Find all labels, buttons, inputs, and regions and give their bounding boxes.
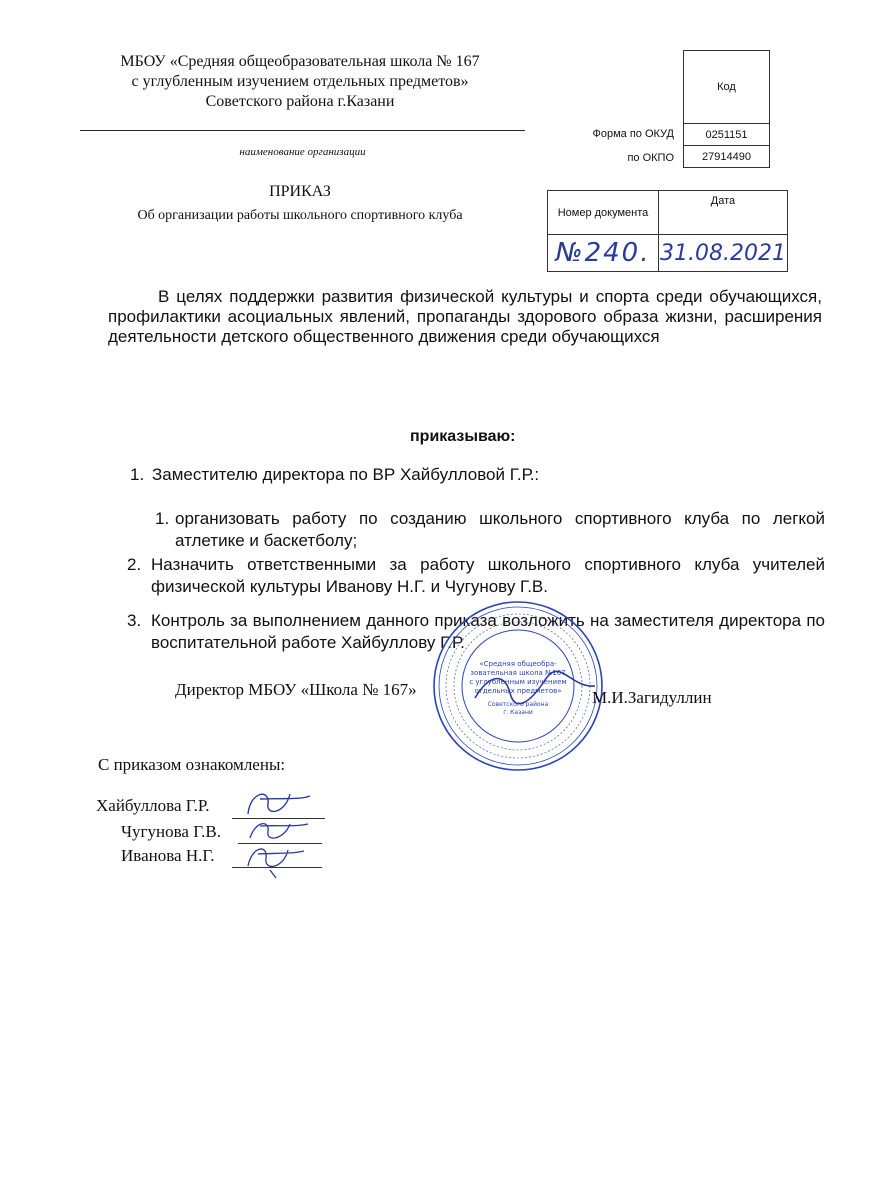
stamp-line: с углубленным изучением (469, 678, 567, 686)
doc-number-value: №240. (555, 238, 651, 268)
doc-date-cell (659, 235, 788, 272)
signature-hand (240, 838, 310, 880)
order-word: приказываю: (410, 428, 516, 445)
director-signature (470, 668, 600, 708)
stamp-line: зовательная школа №167 (470, 669, 566, 677)
organization-name (80, 52, 520, 112)
okpo-value: 27914490 (684, 146, 770, 168)
ack-name: Иванова Н.Г. (121, 846, 215, 865)
intro-paragraph (108, 287, 822, 347)
org-line-3: Советского района г.Казани (205, 93, 395, 110)
doc-number-table (547, 190, 788, 272)
okud-value: 0251151 (684, 124, 770, 146)
okud-label: Форма по ОКУД (592, 128, 674, 140)
doc-date-header: Дата (659, 191, 788, 235)
doc-date-value: 31.08.2021 (660, 240, 786, 266)
item-number: 1. (130, 465, 145, 484)
org-line-1: МБОУ «Средняя общеобразовательная школа № 167 (120, 53, 480, 70)
list-item (127, 554, 825, 598)
doc-number-cell (548, 235, 659, 272)
item-text: Заместителю директора по ВР Хайбулловой Г.Р.: (152, 465, 540, 484)
acknowledgement-title: С приказом ознакомлены: (98, 755, 286, 774)
stamp-line: «Средняя общеобра- (479, 660, 557, 668)
item-number: 1. (155, 509, 170, 528)
ack-name: Хайбуллова Г.Р. (96, 796, 210, 815)
org-caption: наименование организации (239, 146, 366, 158)
intro-text: В целях поддержки развития физической культуры и спорта среди обучающихся, профилактики асоциальных явлений, пропаганды здорового образа жизни, расширения деятельности детского общественного движения среди обучающихся (108, 287, 822, 346)
order-subtitle: Об организации работы школьного спортивного клуба (137, 208, 463, 223)
codes-header: Код (684, 51, 770, 124)
item-number: 2. (127, 555, 142, 574)
list-item (130, 464, 830, 486)
item-text: Назначить ответственными за работу школьного спортивного клуба учителей физической культуры Иванову Н.Г. и Чугунову Г.В. (151, 555, 825, 596)
stamp-line: Советского района (487, 701, 549, 708)
item-text: Контроль за выполнением данного приказа возложить на заместителя директора по воспитательной работе Хайбуллову Г.Р. (151, 611, 825, 652)
doc-number-header: Номер документа (548, 191, 659, 235)
stamp-line: отдельных предметов» (474, 687, 562, 695)
order-title: ПРИКАЗ (269, 183, 331, 200)
item-number: 3. (127, 611, 142, 630)
item-text: организовать работу по созданию школьного спортивного клуба по легкой атлетике и баскетболу; (175, 509, 825, 550)
org-underline (80, 130, 525, 131)
stamp-line: г. Казани (503, 709, 533, 716)
list-item (155, 508, 825, 552)
okpo-label: по ОКПО (627, 152, 674, 164)
org-line-2: с углубленным изучением отдельных предметов» (131, 73, 469, 90)
codes-table (683, 50, 770, 168)
ack-name: Чугунова Г.В. (121, 822, 221, 841)
director-title: Директор МБОУ «Школа № 167» (175, 680, 417, 699)
director-name: М.И.Загидуллин (592, 688, 712, 707)
